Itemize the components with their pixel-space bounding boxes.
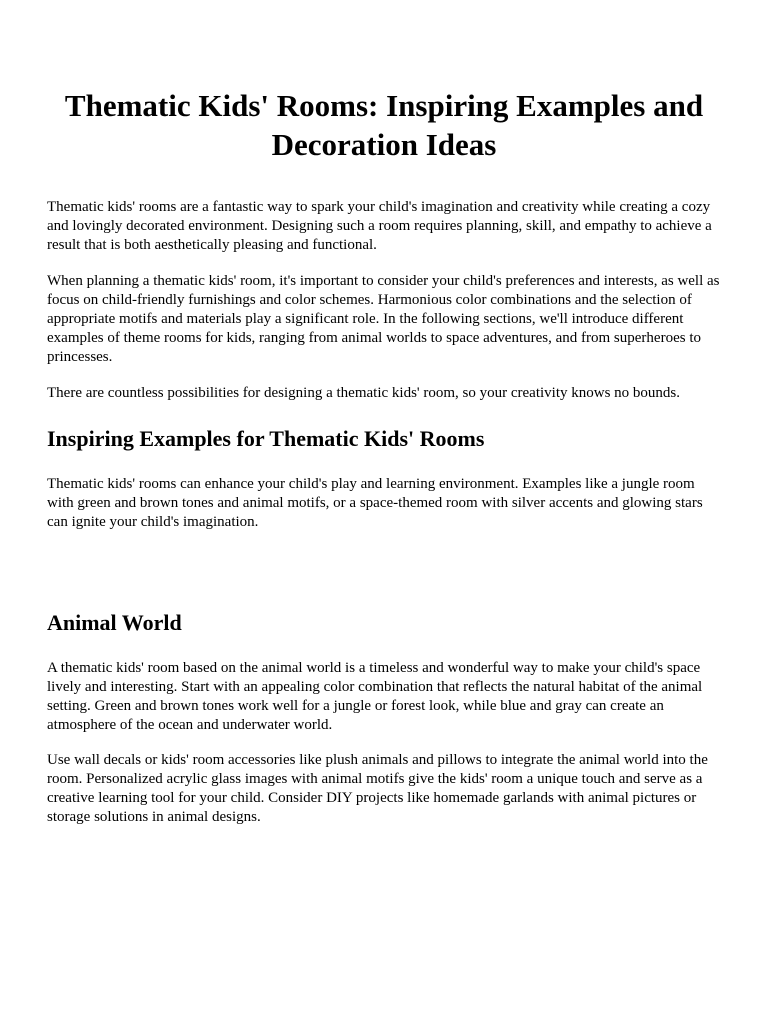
section-heading-animal-world: Animal World (47, 610, 182, 635)
section-heading-inspiring-examples: Inspiring Examples for Thematic Kids' Rooms (47, 426, 485, 451)
intro-paragraph: When planning a thematic kids' room, it's important to consider your child's preferences and interests, as well as focus on child-friendly furnishings and color schemes. Harmonious color combinations and the selection of appropriate motifs and materials play a significant role. In the following sections, we'll introduce different examples of theme rooms for kids, ranging from animal worlds to space adventures, and from superheroes to princesses. (47, 273, 720, 365)
section-paragraph: Use wall decals or kids' room accessories like plush animals and pillows to integrate the animal world into the room. Personalized acrylic glass images with animal motifs give the kids' room a unique touch and serve as a creative learning tool for your child. Consider DIY projects like homemade garlands with animal pictures or storage solutions in animal designs. (47, 752, 708, 825)
section-paragraph: Thematic kids' rooms can enhance your child's play and learning environment. Examples like a jungle room with green and brown tones and animal motifs, or a space-themed room with silver accents and glowing stars can ignite your child's imagination. (47, 476, 703, 530)
section-paragraph: A thematic kids' room based on the animal world is a timeless and wonderful way to make your child's space lively and interesting. Start with an appealing color combination that reflects the natural habitat of the animal setting. Green and brown tones work well for a jungle or forest look, while blue and gray can create an atmosphere of the ocean and underwater world. (47, 660, 703, 733)
intro-paragraph: There are countless possibilities for designing a thematic kids' room, so your creativity knows no bounds. (47, 385, 681, 401)
page-title: Thematic Kids' Rooms: Inspiring Examples and Decoration Ideas (64, 88, 704, 162)
intro-paragraph: Thematic kids' rooms are a fantastic way to spark your child's imagination and creativity while creating a cozy and lovingly decorated environment. Designing such a room requires planning, skill, and empathy to achieve a result that is both aesthetically pleasing and functional. (47, 199, 712, 253)
